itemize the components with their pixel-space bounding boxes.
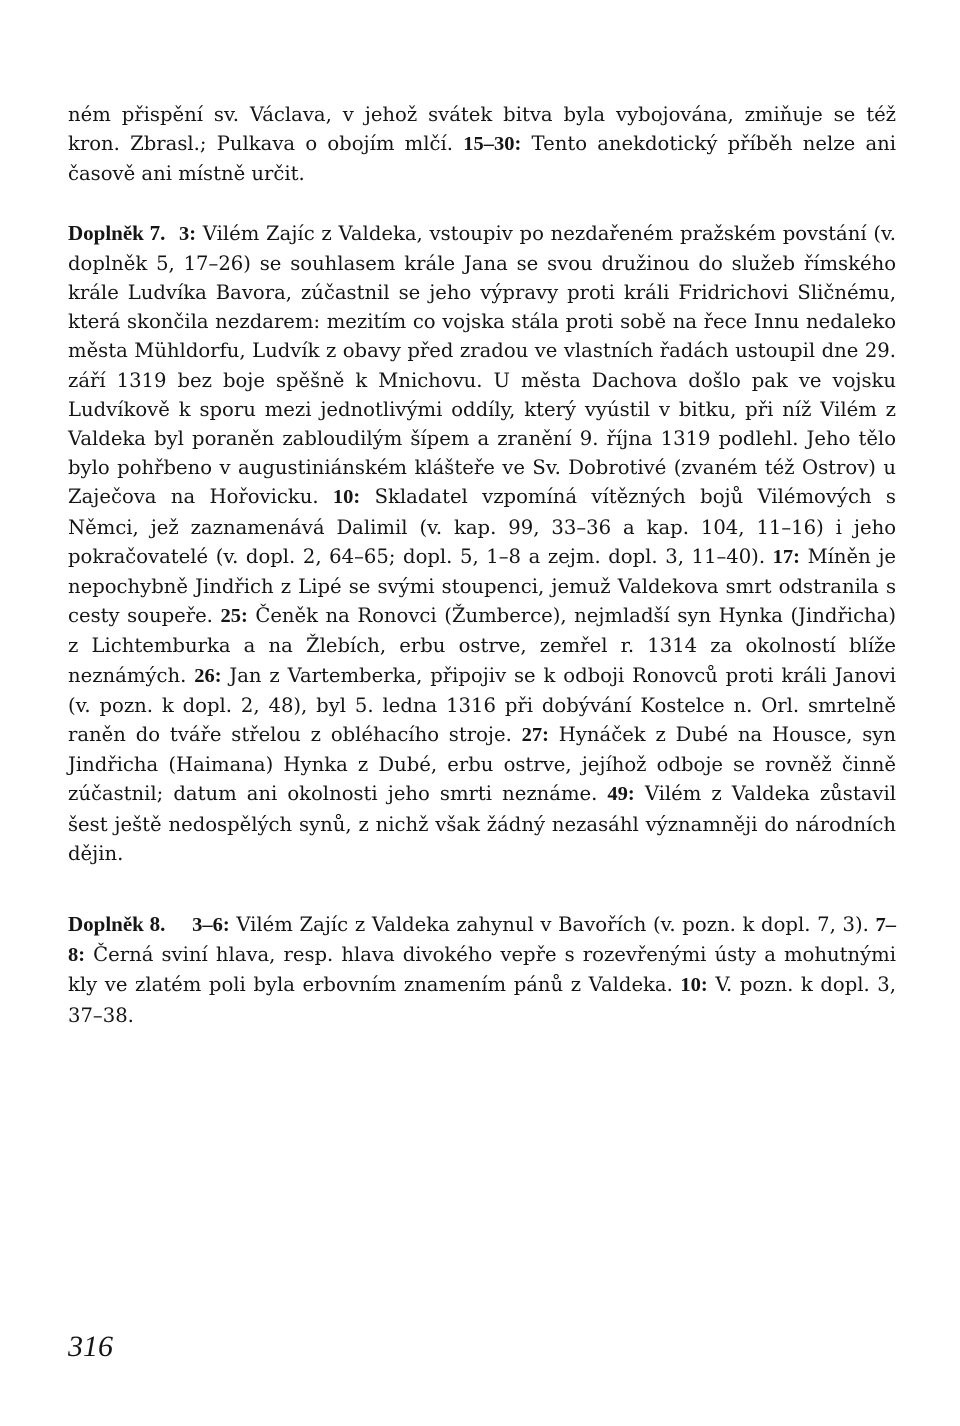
- verse-reference: 27:: [521, 724, 549, 747]
- verse-reference: 25:: [220, 605, 248, 628]
- text-run: Tento anekdotický příběh nelze ani časově ani místně určit.: [68, 132, 897, 186]
- text-run: Skladatel vzpomíná vítězných bojů Vilémových s Němci, jež zaznamenává Dalimil (v. kap. 99, 33–36 a kap. 104, 11–16) i jeho pokračovatelé (v. dopl. 2, 64–65; dopl. 5, 1–8 a zejm. dopl. 3, 11–40).: [68, 485, 896, 568]
- paragraph-gap: [68, 868, 896, 910]
- text-body: [68, 100, 896, 1030]
- commentary-supplement-8: [68, 910, 896, 1030]
- text-run: Vilém Zajíc z Valdeka zahynul v Bavořích (v. pozn. k dopl. 7, 3).: [229, 913, 876, 937]
- supplement-heading: Doplněk 8.: [68, 912, 166, 937]
- verse-reference: 7–8:: [68, 914, 897, 967]
- text-run: ném přispění sv. Václava, v jehož svátek bitva byla vybojována, zmiňuje se též kron. Zbrasl.; Pulkava o obojím mlčí.: [68, 103, 896, 156]
- text-run: V. pozn. k dopl. 3, 37–38.: [68, 973, 896, 1027]
- verse-reference: 17:: [772, 545, 800, 568]
- text-run: Míněn je nepochybně Jindřich z Lipé se svými stoupenci, jemuž Valdekova smrt odstranila s cesty soupeře.: [68, 544, 897, 628]
- text-run: Vilém Zajíc z Valdeka, vstoupiv po nezdařeném pražském povstání (v. doplněk 5, 17–26) se souhlasem krále Jana se svou družinou do služeb římského krále Ludvíka Bavora, zúčastnil se jeho výpravy proti králi Fridrichovi Sličnému, která skončila nezdarem: mezitím co vojska stála proti sobě na řece Innu nedaleko města Mühldorfu, Ludvík z obavy před zradou ve vlastních řadách ustoupil dne 29. září 1319 bez boje spěšně k Mnichovu. U města Dachova došlo pak ve vojsku Ludvíkově k sporu mezi jednotlivými oddíly, který vyústil v bitku, při níž Vilém z Valdeka byl poraněn zabloudilým šípem a zranění 9. října 1319 podlehl. Jeho tělo bylo pohřbeno v augustiniánském klášteře ve Sv. Dobrotivé (zvaném též Ostrov) u Zaječova na Hořovicku.: [68, 221, 897, 509]
- verse-reference: 26:: [194, 664, 222, 687]
- text-run: Hynáček z Dubé na Housce, syn Jindřicha (Haimana) Hynka z Dubé, erbu ostrve, jejíhož odboje se rovněž činně zúčastnil; datum ani okolnosti jeho smrti neznáme.: [68, 723, 896, 806]
- commentary-paragraph-continuation: [68, 100, 896, 189]
- verse-reference: 10:: [332, 486, 361, 509]
- commentary-supplement-7: [68, 219, 896, 868]
- verse-reference: 3–6:: [192, 914, 230, 937]
- text-run: Čeněk na Ronovci (Žumberce), nejmladší syn Hynka (Jindřicha) z Lichtemburka a na Žlebích, erbu ostrve, zemřel r. 1314 za okolností blíže neznámých.: [68, 604, 896, 687]
- verse-reference: 10:: [680, 974, 708, 997]
- verse-reference: 15–30:: [463, 133, 522, 156]
- verse-reference: 49:: [607, 783, 635, 806]
- page-number: 316: [68, 1330, 113, 1363]
- supplement-heading: Doplněk 7.: [68, 220, 166, 245]
- paragraph-gap: [68, 189, 896, 219]
- verse-reference: 3:: [178, 222, 197, 245]
- text-run: Vilém z Valdeka zůstavil šest ještě nedospělých synů, z nichž však žádný nezasáhl významněji do národních dějin.: [68, 782, 896, 865]
- text-run: Jan z Vartemberka, připojiv se k odboji Ronovců proti králi Janovi (v. pozn. k dopl. 2, 48), byl 5. ledna 1316 při dobývání Kostelce n. Orl. smrtelně raněn do tváře střelou z obléhacího stroje.: [68, 663, 896, 747]
- text-run: Černá sviní hlava, resp. hlava divokého vepře s rozevřenými ústy a mohutnými kly ve zlatém poli byla erbovním znamením pánů z Valdeka.: [68, 943, 896, 997]
